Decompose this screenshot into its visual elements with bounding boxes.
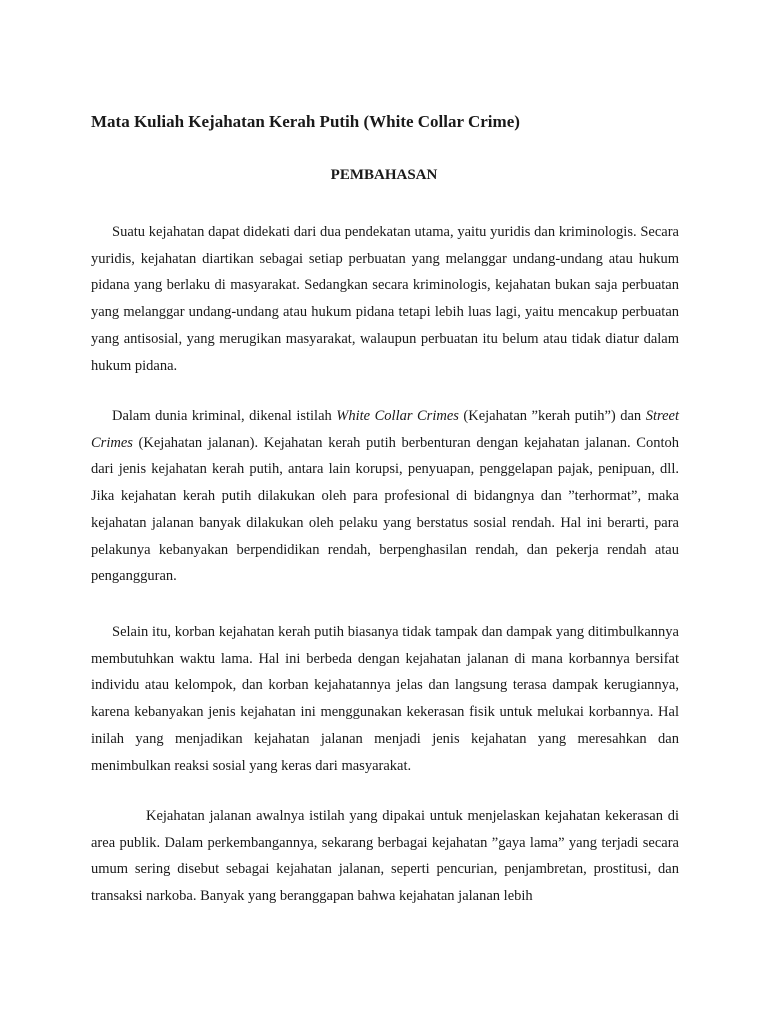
paragraph-2 — [91, 403, 679, 590]
section-heading: PEMBAHASAN — [330, 167, 438, 183]
term-white-collar-crimes: White Collar Crimes — [336, 408, 459, 424]
paragraph-4: Kejahatan jalanan awalnya istilah yang dipakai untuk menjelaskan kejahatan kekerasan di area publik. Dalam perkembangannya, sekarang berbagai kejahatan ”gaya lama” yang terjadi secara umum sering disebut sebagai kejahatan jalanan, seperti pencurian, penjambretan, prostitusi, dan transaksi narkoba. Banyak yang beranggapan bahwa kejahatan jalanan lebih — [91, 808, 679, 905]
paragraph-3: Selain itu, korban kejahatan kerah putih biasanya tidak tampak dan dampak yang ditimbulkannya membutuhkan waktu lama. Hal ini berbeda dengan kejahatan jalanan di mana korbannya bersifat individu atau kelompok, dan korban kejahatannya jelas dan langsung terasa dampak kerugiannya, karena kebanyakan jenis kejahatan ini menggunakan kekerasan fisik untuk melukai korbannya. Hal inilah yang menjadikan kejahatan jalanan menjadi jenis kejahatan yang meresahkan dan menimbulkan reaksi sosial yang keras dari masyarakat. — [91, 624, 679, 774]
paragraph-2-lead: Dalam dunia kriminal, dikenal istilah — [112, 408, 337, 424]
paragraph-2-mid: (Kejahatan ”kerah putih”) dan — [458, 408, 646, 424]
paragraph-2-rest: (Kejahatan jalanan). Kejahatan kerah putih berbenturan dengan kejahatan jalanan. Contoh dari jenis kejahatan kerah putih, antara lain korupsi, penyuapan, penggelapan pajak, penipuan, dll. Jika kejahatan kerah putih dilakukan oleh para profesional di bidangnya dan ”terhormat”, maka kejahatan jalanan banyak dilakukan oleh pelaku yang berstatus sosial rendah. Hal ini berarti, para pelakunya kebanyakan berpendidikan rendah, berpenghasilan rendah, dan pekerja rendah atau pengangguran. — [91, 434, 679, 585]
term-street-crimes: Street Crimes — [91, 408, 679, 451]
document-title: Mata Kuliah Kejahatan Kerah Putih (White Collar Crime) — [91, 112, 520, 131]
paragraph-1: Suatu kejahatan dapat didekati dari dua pendekatan utama, yaitu yuridis dan kriminologis. Secara yuridis, kejahatan diartikan sebagai setiap perbuatan yang melanggar undang-undang atau hukum pidana yang berlaku di masyarakat. Sedangkan secara kriminologis, kejahatan bukan saja perbuatan yang melanggar undang-undang atau hukum pidana tetapi lebih luas lagi, yaitu mencakup perbuatan yang antisosial, yang merugikan masyarakat, walaupun perbuatan itu belum atau tidak diatur dalam hukum pidana. — [91, 224, 679, 374]
